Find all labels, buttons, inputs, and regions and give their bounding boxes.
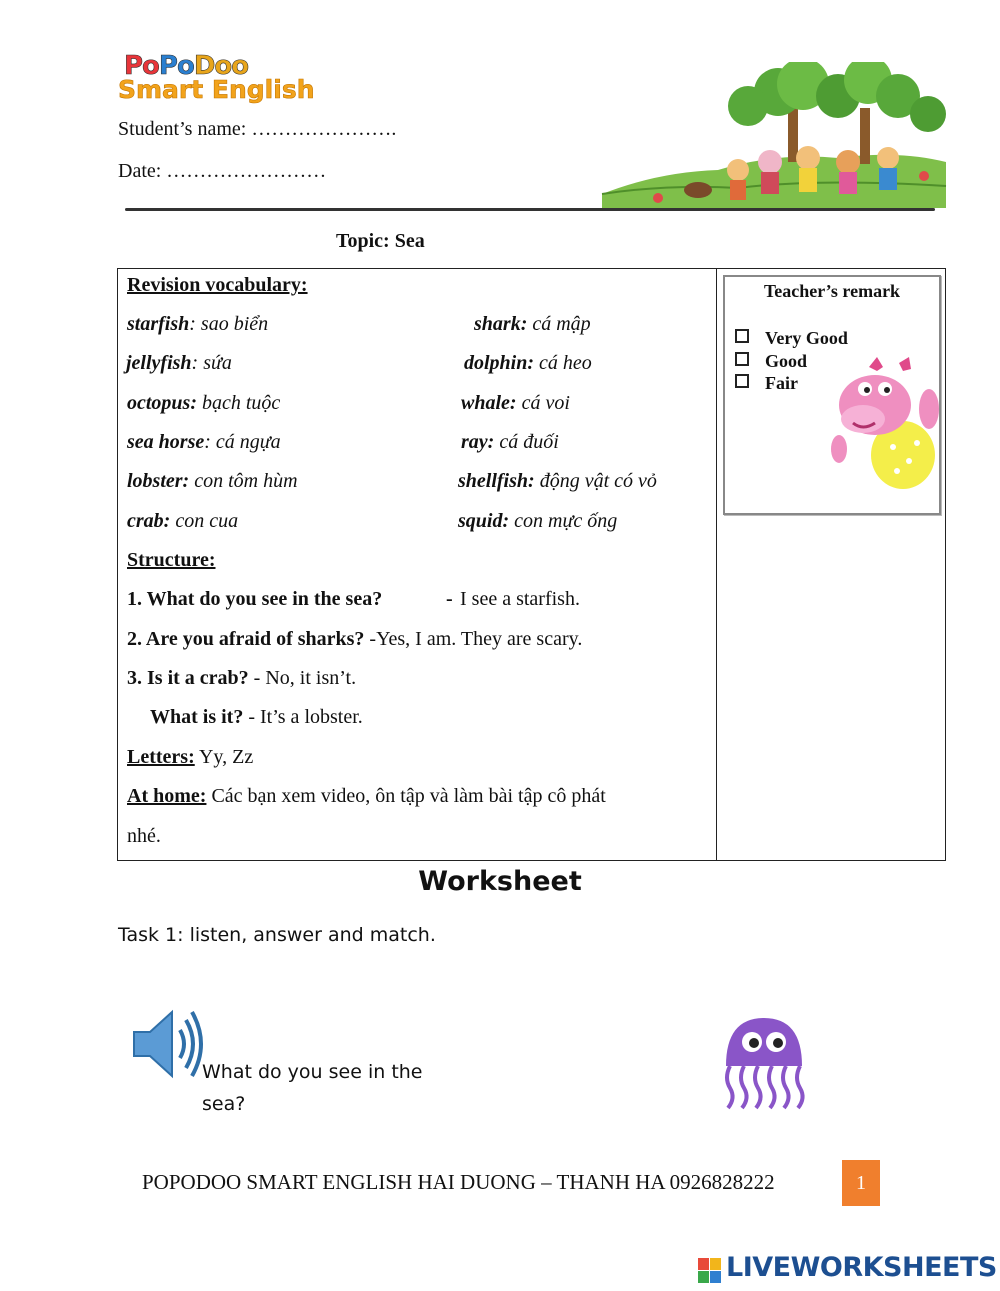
vocab-item: shellfish: động vật có vỏ [458, 470, 657, 492]
homework-line: At home: Các bạn xem video, ôn tập và làm bài tập cô phát [127, 785, 606, 807]
letters-line: Letters: Yy, Zz [127, 746, 254, 768]
structure-item: 1. What do you see in the sea? [127, 588, 383, 610]
jellyfish-icon[interactable] [714, 1012, 814, 1114]
pink-dinosaur-icon [817, 349, 941, 499]
worksheet-title: Worksheet [418, 866, 582, 897]
vocab-item: crab: con cua [127, 510, 239, 532]
liveworksheets-logo-icon [698, 1258, 722, 1284]
remark-option-very-good[interactable]: Very Good [735, 327, 848, 349]
vocab-item: squid: con mực ống [458, 510, 618, 532]
task1-instruction: Task 1: listen, answer and match. [118, 924, 436, 946]
remark-option-fair[interactable]: Fair [735, 372, 798, 394]
structure-item: 2. Are you afraid of sharks? -Yes, I am. They are scary. [127, 628, 583, 650]
vocab-item: sea horse: cá ngựa [127, 431, 281, 453]
checkbox-icon[interactable] [735, 329, 749, 343]
checkbox-icon[interactable] [735, 352, 749, 366]
vocab-item: lobster: con tôm hùm [127, 470, 298, 492]
teacher-remark-title: Teacher’s remark [763, 281, 901, 301]
footer-text: POPODOO SMART ENGLISH HAI DUONG – THANH HA 0926828222 [142, 1170, 775, 1194]
liveworksheets-brand[interactable]: LIVEWORKSHEETS [726, 1252, 997, 1283]
header-divider [125, 208, 935, 211]
structure-answer: I see a starfish. [460, 588, 580, 610]
vocab-item: shark: cá mập [474, 313, 591, 335]
revision-heading: Revision vocabulary: [127, 274, 308, 296]
revision-table-divider [716, 268, 717, 861]
structure-item: 3. Is it a crab? - No, it isn’t. [127, 667, 357, 689]
date-field[interactable]: Date: …………………… [118, 160, 327, 182]
vocab-item: whale: cá voi [461, 392, 570, 414]
teacher-remark-box [723, 275, 941, 515]
page-number: 1 [842, 1160, 880, 1206]
structure-dash: - [446, 588, 453, 610]
forest-animals-illustration [598, 62, 948, 210]
logo-smart-english: Smart English [118, 75, 315, 104]
logo-popodoo: PoPoDoo [124, 51, 249, 81]
vocab-item: ray: cá đuối [461, 431, 559, 453]
task1-question: What do you see in the sea? [202, 1061, 423, 1115]
vocab-item: dolphin: cá heo [464, 352, 592, 374]
vocab-item: starfish: sao biển [127, 313, 269, 335]
homework-line-2: nhé. [127, 825, 161, 847]
structure-heading: Structure: [127, 549, 216, 571]
speaker-icon[interactable] [130, 1006, 204, 1082]
topic-heading: Topic: Sea [336, 230, 425, 252]
vocab-item: jellyfish: sứa [126, 352, 232, 374]
remark-option-good[interactable]: Good [735, 350, 807, 372]
checkbox-icon[interactable] [735, 374, 749, 388]
structure-item: What is it? - It’s a lobster. [150, 706, 363, 728]
student-name-field[interactable]: Student’s name: …………………. [118, 118, 397, 140]
vocab-item: octopus: bạch tuộc [127, 392, 281, 414]
